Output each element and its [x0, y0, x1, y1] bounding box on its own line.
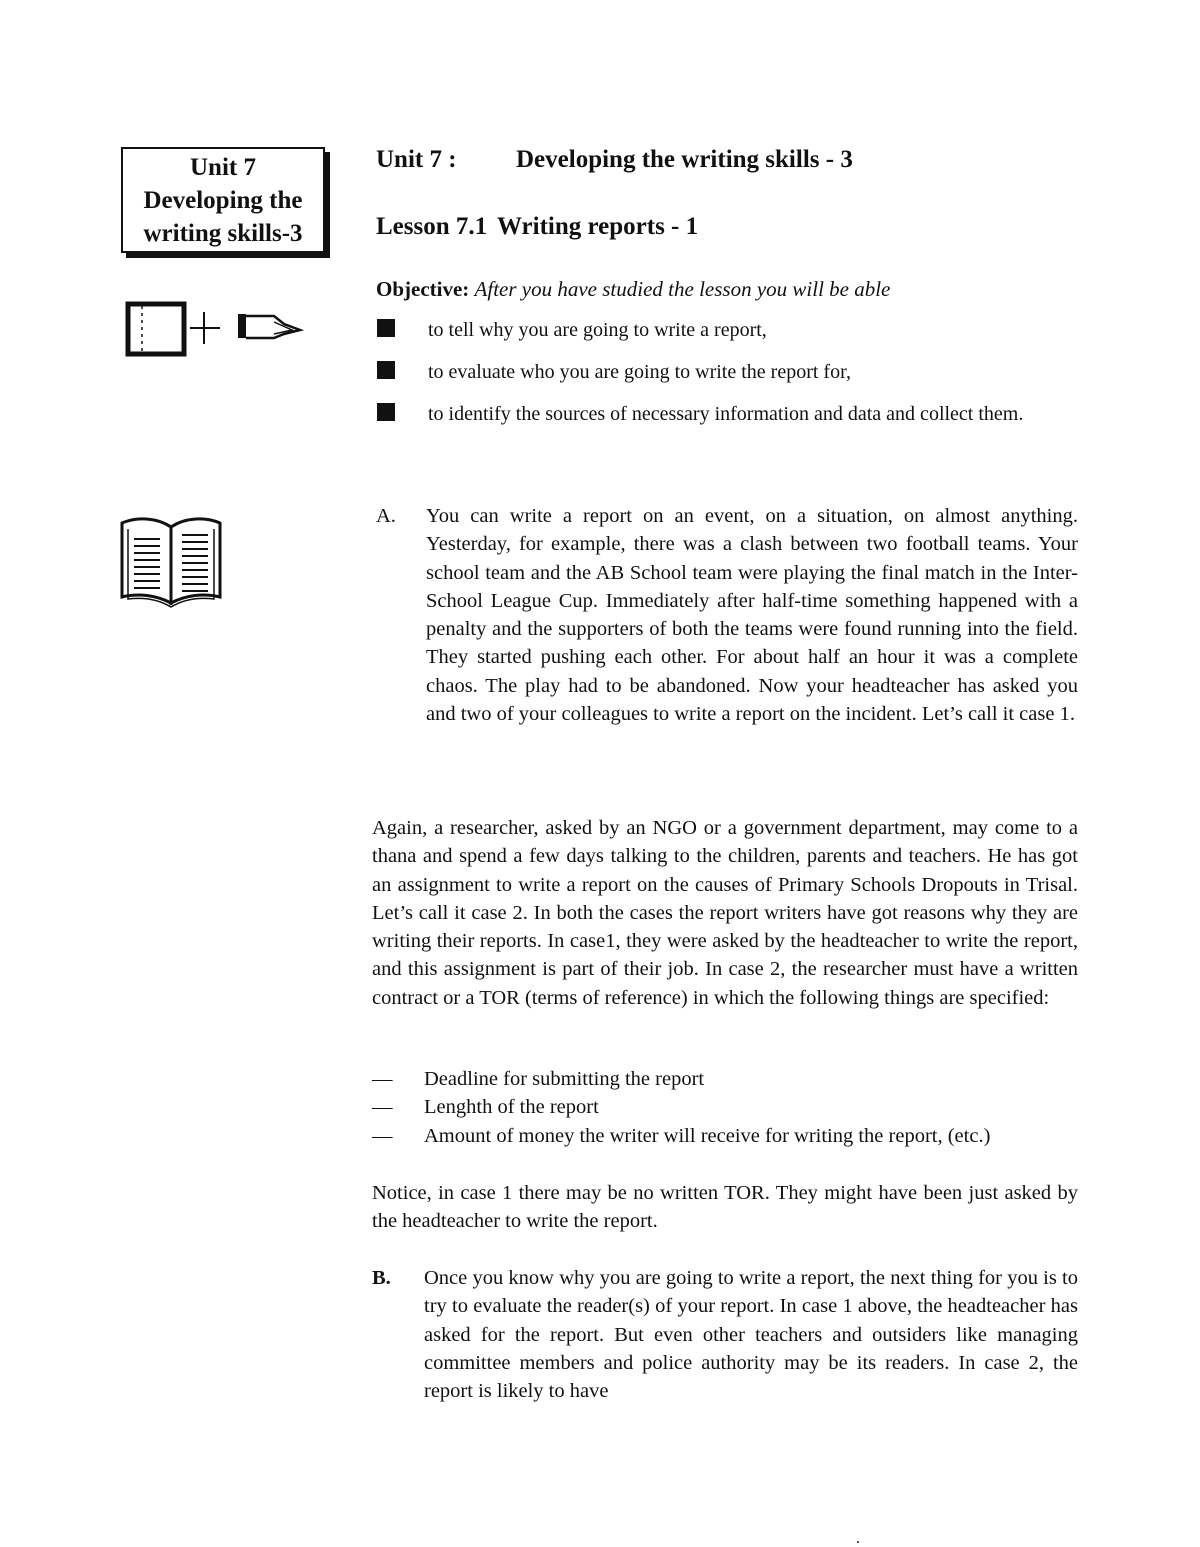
open-book-icon: [116, 513, 226, 609]
paragraph-notice: Notice, in case 1 there may be no written TOR. They might have been just asked by the headteacher to write the report.: [372, 1182, 1078, 1233]
list-item: [376, 359, 1078, 386]
section-b-marker: B.: [372, 1267, 391, 1289]
lesson-heading-title: Writing reports - 1: [497, 213, 699, 240]
list-item: [372, 1093, 990, 1121]
list-item: [372, 1065, 990, 1093]
dash-bullet: —: [372, 1124, 393, 1147]
objective-label: Objective:: [376, 277, 470, 301]
objective-item-text: to tell why you are going to write a report,: [428, 319, 767, 341]
notepad-pencil-icon: [124, 300, 314, 360]
paragraph-case-2: Again, a researcher, asked by an NGO or a government department, may come to a thana and spend a few days talking to the children, parents and teachers. He has got an assignment to write a report on the causes of Primary Schools Dropouts in Trisal. Let’s call it case 2. In both the cases the report writers have got reasons why they are writing their reports. In case1, they were asked by the headteacher to write the report, and this assignment is part of their job. In case 2, the researcher must have a written contract or a TOR (terms of reference) in which the following things are specified:: [372, 817, 1078, 1009]
objective-item-text: to evaluate who you are going to write the report for,: [428, 361, 851, 383]
unit-title-box: [121, 147, 325, 253]
lesson-heading-label: Lesson 7.1: [376, 213, 488, 240]
scan-speck: [857, 1541, 859, 1543]
list-item: [376, 317, 1078, 344]
tor-item-text: Amount of money the writer will receive for writing the report, (etc.): [424, 1124, 991, 1147]
unit-box-line-3: writing skills-3: [143, 220, 303, 247]
unit-heading: [376, 146, 853, 174]
list-item: [372, 1122, 990, 1150]
section-b-paragraph: Once you know why you are going to write a report, the next thing for you is to try to evaluate the reader(s) of your report. In case 1 above, the headteacher has asked for the report. But even other teachers and outsiders like managing committee members and police authority may be its readers. In case 2, the report is likely to have: [424, 1267, 1078, 1403]
objective-line: [376, 277, 890, 302]
tor-list: [372, 1065, 990, 1150]
tor-item-text: Lenghth of the report: [424, 1096, 599, 1119]
section-a-marker: A.: [376, 505, 396, 527]
square-bullet-icon: [377, 319, 395, 337]
unit-box-line-2: Developing the: [143, 187, 303, 214]
unit-box-line-1: Unit 7: [190, 154, 256, 181]
dash-bullet: —: [372, 1096, 393, 1119]
lesson-heading: [376, 213, 698, 241]
objective-item-text: to identify the sources of necessary information and data and collect them.: [428, 403, 1024, 425]
unit-heading-title: Developing the writing skills - 3: [516, 146, 853, 173]
unit-heading-label: Unit 7 :: [376, 146, 457, 173]
objective-intro: After you have studied the lesson you will be able: [474, 277, 891, 301]
tor-item-text: Deadline for submitting the report: [424, 1068, 705, 1090]
square-bullet-icon: [377, 361, 395, 379]
dash-bullet: —: [372, 1068, 393, 1090]
section-a-paragraph: You can write a report on an event, on a situation, on almost anything. Yesterday, for example, there was a clash between two football teams. Your school team and the AB School team were playing the final match in the Inter-School League Cup. Immediately after half-time something happened with a penalty and the supporters of both the teams were found running into the field. They started pushing each other. For about half an hour it was a complete chaos. The play had to be abandoned. Now your headteacher has asked you and two of your colleagues to write a report on the incident. Let’s call it case 1.: [426, 505, 1078, 726]
square-bullet-icon: [377, 403, 395, 421]
objective-list: [376, 317, 1078, 443]
list-item: [376, 401, 1078, 428]
